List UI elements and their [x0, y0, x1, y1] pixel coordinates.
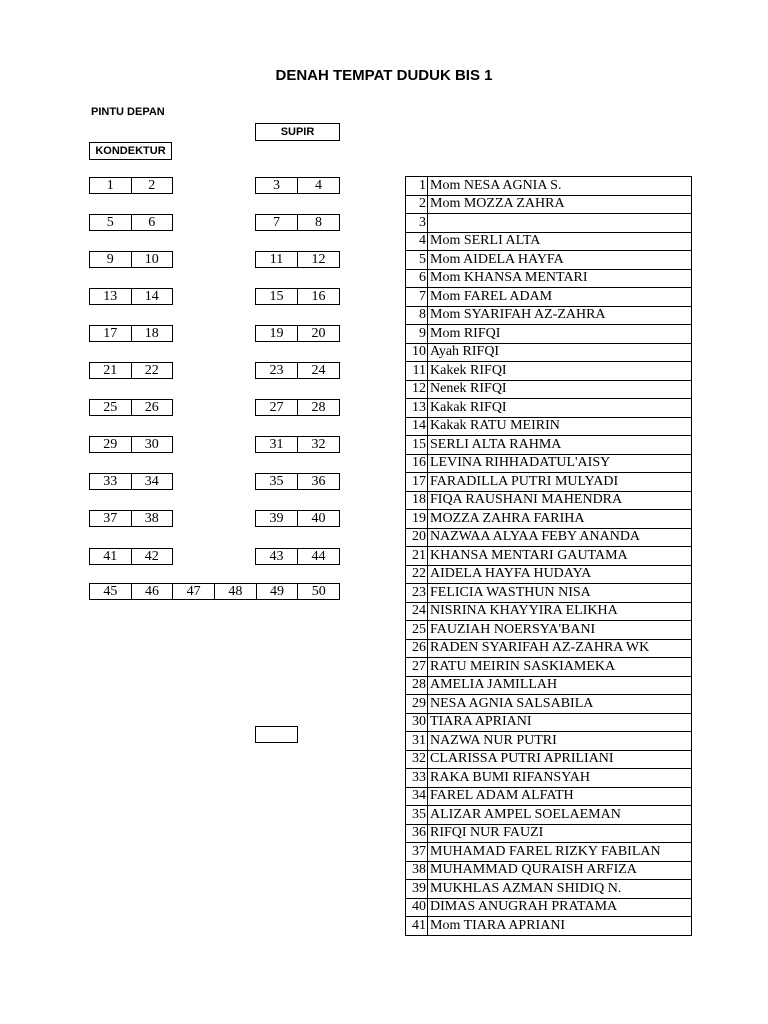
passenger-row: [406, 880, 692, 899]
passenger-number: 10: [406, 343, 428, 362]
passenger-number: 8: [406, 306, 428, 325]
passenger-name: TIARA APRIANI: [428, 713, 692, 732]
seat-pair-right: [255, 251, 340, 268]
passenger-name: NISRINA KHAYYIRA ELIKHA: [428, 602, 692, 621]
passenger-number: 35: [406, 806, 428, 825]
seat-number: 9: [90, 252, 132, 267]
passenger-name: Mom RIFQI: [428, 325, 692, 344]
passenger-number: 31: [406, 732, 428, 751]
seat-number: 36: [311, 474, 326, 490]
seat-pair-left: [89, 473, 173, 490]
passenger-number: 16: [406, 454, 428, 473]
passenger-row: [406, 769, 692, 788]
passenger-number: 22: [406, 565, 428, 584]
passenger-name: MUHAMAD FAREL RIZKY FABILAN: [428, 843, 692, 862]
passenger-number: 1: [406, 177, 428, 196]
passenger-number: 6: [406, 269, 428, 288]
seat-pair-right: [255, 177, 340, 194]
passenger-name: Mom SYARIFAH AZ-ZAHRA: [428, 306, 692, 325]
passenger-name: RADEN SYARIFAH AZ-ZAHRA WK: [428, 639, 692, 658]
seat-number: 7: [256, 215, 298, 230]
seat-pair-right: [255, 436, 340, 453]
seat-number: 18: [144, 326, 159, 342]
passenger-row: [406, 436, 692, 455]
passenger-row: [406, 917, 692, 936]
passenger-name: Mom KHANSA MENTARI: [428, 269, 692, 288]
passenger-name: FAREL ADAM ALFATH: [428, 787, 692, 806]
passenger-number: 14: [406, 417, 428, 436]
seat-pair-left: [89, 288, 173, 305]
passenger-row: [406, 602, 692, 621]
passenger-number: 11: [406, 362, 428, 381]
passenger-row: [406, 343, 692, 362]
seat-number: 17: [90, 326, 132, 341]
passenger-number: 18: [406, 491, 428, 510]
passenger-row: [406, 713, 692, 732]
passenger-name: NESA AGNIA SALSABILA: [428, 695, 692, 714]
passenger-row: [406, 214, 692, 233]
passenger-row: [406, 824, 692, 843]
passenger-number: 2: [406, 195, 428, 214]
passenger-name: Mom MOZZA ZAHRA: [428, 195, 692, 214]
passenger-name: Mom NESA AGNIA S.: [428, 177, 692, 196]
seat-pair-left: [89, 214, 173, 231]
passenger-row: [406, 251, 692, 270]
seat-number: 31: [256, 437, 298, 452]
passenger-row: [406, 639, 692, 658]
passenger-number: 28: [406, 676, 428, 695]
seat-number: 8: [315, 215, 322, 231]
seat-number: 24: [311, 363, 326, 379]
passenger-name: AIDELA HAYFA HUDAYA: [428, 565, 692, 584]
seat-pair-right: [255, 325, 340, 342]
seat-pair-right: [255, 510, 340, 527]
seat-number: 30: [144, 437, 159, 453]
passenger-row: [406, 510, 692, 529]
passenger-row: [406, 232, 692, 251]
seat-number: 37: [90, 511, 132, 526]
passenger-row: [406, 399, 692, 418]
seat-number: 22: [144, 363, 159, 379]
seat-number: 13: [90, 289, 132, 304]
passenger-name: FELICIA WASTHUN NISA: [428, 584, 692, 603]
passenger-number: 37: [406, 843, 428, 862]
passenger-name: CLARISSA PUTRI APRILIANI: [428, 750, 692, 769]
seat-back-row: [89, 583, 340, 600]
passenger-row: [406, 380, 692, 399]
seat-number: 47: [173, 584, 215, 599]
passenger-name: Mom AIDELA HAYFA: [428, 251, 692, 270]
seat-number: 38: [144, 511, 159, 527]
passenger-row: [406, 195, 692, 214]
seat-number: 43: [256, 549, 298, 564]
conductor-box: KONDEKTUR: [89, 142, 172, 160]
passenger-name: Kakek RIFQI: [428, 362, 692, 381]
passenger-name: ALIZAR AMPEL SOELAEMAN: [428, 806, 692, 825]
passenger-row: [406, 787, 692, 806]
passenger-number: 33: [406, 769, 428, 788]
seat-pair-left: [89, 177, 173, 194]
passenger-number: 23: [406, 584, 428, 603]
passenger-number: 26: [406, 639, 428, 658]
seat-pair-right: [255, 473, 340, 490]
passenger-row: [406, 898, 692, 917]
passenger-name: Kakak RATU MEIRIN: [428, 417, 692, 436]
passenger-name: MUKHLAS AZMAN SHIDIQ N.: [428, 880, 692, 899]
passenger-name: AMELIA JAMILLAH: [428, 676, 692, 695]
passenger-row: [406, 528, 692, 547]
passenger-name: RIFQI NUR FAUZI: [428, 824, 692, 843]
passenger-number: 30: [406, 713, 428, 732]
passenger-name: Mom FAREL ADAM: [428, 288, 692, 307]
passenger-number: 13: [406, 399, 428, 418]
seat-number: 40: [311, 511, 326, 527]
passenger-number: 5: [406, 251, 428, 270]
seat-number: 1: [90, 178, 132, 193]
seat-number: 15: [256, 289, 298, 304]
seat-number: 26: [144, 400, 159, 416]
seat-number: 32: [311, 437, 326, 453]
passenger-name: RATU MEIRIN SASKIAMEKA: [428, 658, 692, 677]
passenger-number: 41: [406, 917, 428, 936]
passenger-number: 3: [406, 214, 428, 233]
page-title: DENAH TEMPAT DUDUK BIS 1: [275, 67, 493, 84]
seat-number: 35: [256, 474, 298, 489]
seat-number: 3: [256, 178, 298, 193]
passenger-row: [406, 658, 692, 677]
passenger-name: Kakak RIFQI: [428, 399, 692, 418]
seat-number: 12: [311, 252, 326, 268]
seat-number: 21: [90, 363, 132, 378]
passenger-name: RAKA BUMI RIFANSYAH: [428, 769, 692, 788]
passenger-number: 24: [406, 602, 428, 621]
passenger-name: FAUZIAH NOERSYA'BANI: [428, 621, 692, 640]
passenger-number: 19: [406, 510, 428, 529]
passenger-number: 12: [406, 380, 428, 399]
passenger-row: [406, 584, 692, 603]
passenger-number: 20: [406, 528, 428, 547]
seat-number: 29: [90, 437, 132, 452]
seat-number: 14: [144, 289, 159, 305]
passenger-name: Nenek RIFQI: [428, 380, 692, 399]
passenger-name: SERLI ALTA RAHMA: [428, 436, 692, 455]
seat-number: 33: [90, 474, 132, 489]
passenger-name: Ayah RIFQI: [428, 343, 692, 362]
seat-number: 34: [144, 474, 159, 490]
passenger-row: [406, 806, 692, 825]
passenger-row: [406, 732, 692, 751]
seat-number: 4: [315, 178, 322, 193]
empty-box: [255, 726, 298, 743]
passenger-row: [406, 177, 692, 196]
passenger-name: [428, 214, 692, 233]
seat-pair-left: [89, 548, 173, 565]
seat-number: 6: [148, 215, 156, 231]
seat-number: 19: [256, 326, 298, 341]
passenger-number: 4: [406, 232, 428, 251]
seat-pair-right: [255, 548, 340, 565]
passenger-name: NAZWA NUR PUTRI: [428, 732, 692, 751]
passenger-name: FARADILLA PUTRI MULYADI: [428, 473, 692, 492]
seat-pair-right: [255, 288, 340, 305]
passenger-number: 34: [406, 787, 428, 806]
seat-number: 45: [90, 584, 132, 599]
passenger-row: [406, 547, 692, 566]
passenger-row: [406, 750, 692, 769]
passenger-row: [406, 417, 692, 436]
seat-pair-left: [89, 399, 173, 416]
seat-number: 25: [90, 400, 132, 415]
passenger-row: [406, 454, 692, 473]
passenger-row: [406, 695, 692, 714]
passenger-number: 39: [406, 880, 428, 899]
seat-number: 20: [311, 326, 326, 342]
passenger-number: 9: [406, 325, 428, 344]
passenger-row: [406, 676, 692, 695]
seat-pair-left: [89, 362, 173, 379]
seat-number: 44: [311, 548, 326, 564]
passenger-name: MOZZA ZAHRA FARIHA: [428, 510, 692, 529]
seat-pair-right: [255, 399, 340, 416]
seat-number: 5: [90, 215, 132, 230]
passenger-name: Mom SERLI ALTA: [428, 232, 692, 251]
passenger-number: 32: [406, 750, 428, 769]
passenger-number: 38: [406, 861, 428, 880]
seat-number: 11: [256, 252, 298, 267]
passenger-number: 21: [406, 547, 428, 566]
passenger-row: [406, 621, 692, 640]
seat-number: 27: [256, 400, 298, 415]
seat-number: 49: [257, 584, 299, 599]
seat-number: 28: [311, 400, 326, 416]
passenger-number: 36: [406, 824, 428, 843]
seat-pair-left: [89, 436, 173, 453]
seat-pair-right: [255, 362, 340, 379]
front-door-label: PINTU DEPAN: [91, 106, 165, 118]
driver-box: SUPIR: [255, 123, 340, 141]
seat-number: 50: [311, 584, 326, 599]
passenger-number: 17: [406, 473, 428, 492]
seat-number: 16: [311, 289, 326, 305]
passenger-number: 25: [406, 621, 428, 640]
seat-pair-left: [89, 251, 173, 268]
passenger-name: Mom TIARA APRIANI: [428, 917, 692, 936]
passenger-name: FIQA RAUSHANI MAHENDRA: [428, 491, 692, 510]
passenger-row: [406, 288, 692, 307]
passenger-row: [406, 269, 692, 288]
passenger-number: 29: [406, 695, 428, 714]
passenger-name: KHANSA MENTARI GAUTAMA: [428, 547, 692, 566]
seat-number: 48: [215, 584, 257, 599]
passenger-row: [406, 491, 692, 510]
passenger-row: [406, 306, 692, 325]
seat-number: 42: [144, 548, 159, 564]
seat-number: 39: [256, 511, 298, 526]
passenger-name: MUHAMMAD QURAISH ARFIZA: [428, 861, 692, 880]
passenger-name: DIMAS ANUGRAH PRATAMA: [428, 898, 692, 917]
passenger-row: [406, 362, 692, 381]
seat-number: 23: [256, 363, 298, 378]
passenger-row: [406, 843, 692, 862]
seat-pair-left: [89, 325, 173, 342]
passenger-row: [406, 473, 692, 492]
passenger-name: LEVINA RIHHADATUL'AISY: [428, 454, 692, 473]
passenger-row: [406, 565, 692, 584]
seat-pair-right: [255, 214, 340, 231]
passenger-name: NAZWAA ALYAA FEBY ANANDA: [428, 528, 692, 547]
passenger-number: 15: [406, 436, 428, 455]
seat-number: 10: [144, 252, 159, 268]
passenger-row: [406, 861, 692, 880]
seat-number: 2: [148, 178, 156, 193]
seat-number: 41: [90, 549, 132, 564]
passenger-number: 40: [406, 898, 428, 917]
seat-pair-left: [89, 510, 173, 527]
passenger-table: [405, 176, 692, 936]
passenger-number: 7: [406, 288, 428, 307]
seat-number: 46: [132, 584, 174, 599]
passenger-row: [406, 325, 692, 344]
passenger-number: 27: [406, 658, 428, 677]
